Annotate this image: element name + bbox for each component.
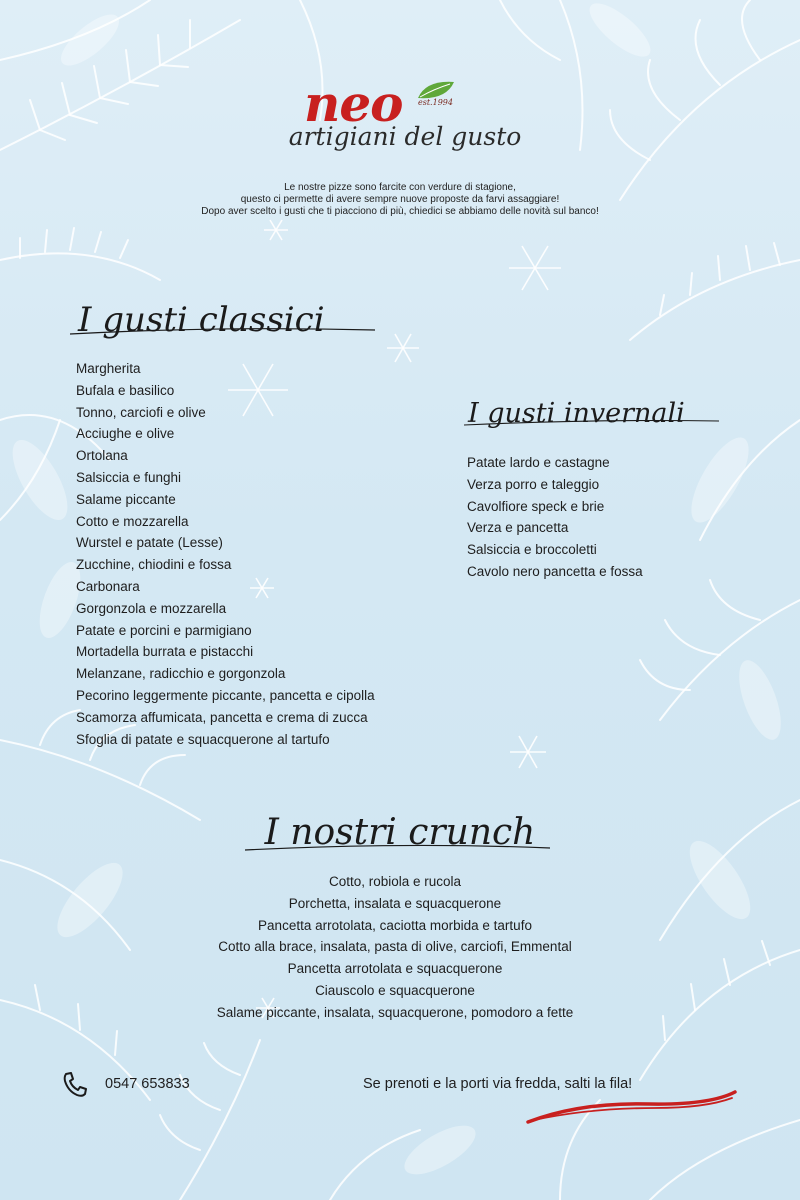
list-item: Margherita — [76, 361, 141, 376]
list-item: Cotto alla brace, insalata, pasta di olive, carciofi, Emmental — [218, 939, 572, 955]
list-item: Salame piccante, insalata, squacquerone, pomodoro a fette — [216, 1004, 574, 1020]
section-title-crunch: I nostri crunch — [264, 812, 536, 853]
logo-name: neo — [304, 74, 403, 133]
logo-tagline: artigiani del gusto — [288, 122, 522, 151]
list-item: Verza e pancetta — [467, 520, 569, 536]
list-item: Wurstel e patate (Lesse) — [76, 535, 223, 551]
list-item: Pancetta arrotolata, caciotta morbida e tartufo — [258, 917, 532, 933]
list-item: Patate lardo e castagne — [467, 455, 610, 470]
list-item: Cotto, robiola e rucola — [328, 874, 462, 889]
menu-list-crunch — [0, 871, 790, 1024]
section-title-classici: I gusti classici — [78, 300, 325, 340]
list-item: Salame piccante — [76, 491, 176, 507]
list-item: Carbonara — [76, 578, 140, 594]
list-item: Pecorino leggermente piccante, pancetta e cipolla — [76, 687, 375, 703]
list-item: Pancetta arrotolata e squacquerone — [287, 961, 503, 977]
list-item: Ortolana — [76, 448, 128, 464]
preorder-note: Se prenoti e la porti via fredda, salti la fila! — [363, 1076, 633, 1092]
intro-line: Dopo aver scelto i gusti che ti piacciono di più, chiedici se abbiamo delle novità sul banco! — [201, 206, 599, 217]
phone-icon — [60, 1070, 90, 1100]
section-title-invernali: I gusti invernali — [468, 398, 685, 429]
list-item: Porchetta, insalata e squacquerone — [288, 895, 502, 911]
list-item: Cotto e mozzarella — [76, 513, 189, 529]
list-item: Salsiccia e broccoletti — [467, 542, 597, 558]
list-item: Bufala e basilico — [76, 382, 175, 398]
menu-list-classici — [76, 358, 375, 750]
intro-line: questo ci permette di avere sempre nuove proposte da farvi assaggiare! — [240, 194, 560, 205]
list-item: Cavolo nero pancetta e fossa — [467, 563, 643, 579]
brand-logo — [280, 74, 530, 160]
intro-text — [100, 182, 700, 218]
list-item: Melanzane, radicchio e gorgonzola — [76, 666, 286, 682]
list-item: Gorgonzola e mozzarella — [76, 600, 227, 616]
list-item: Mortadella burrata e pistacchi — [76, 644, 254, 660]
logo-established: est.1994 — [418, 98, 453, 107]
red-brush-stroke — [520, 1084, 750, 1130]
list-item: Ciauscolo e squacquerone — [315, 982, 475, 998]
list-item: Cavolfiore speck e brie — [467, 498, 605, 514]
title-flourish — [70, 322, 380, 342]
phone-number[interactable]: 0547 653833 — [105, 1076, 190, 1092]
title-flourish — [464, 415, 724, 431]
intro-line: Le nostre pizze sono farcite con verdure di stagione, — [284, 182, 516, 193]
list-item: Tonno, carciofi e olive — [76, 404, 206, 420]
list-item: Patate e porcini e parmigiano — [76, 622, 252, 638]
title-flourish — [245, 840, 555, 858]
list-item: Salsiccia e funghi — [76, 469, 182, 485]
list-item: Sfoglia di patate e squacquerone al tartufo — [76, 731, 330, 747]
menu-list-invernali — [467, 452, 643, 583]
list-item: Zucchine, chiodini e fossa — [76, 557, 232, 573]
list-item: Acciughe e olive — [76, 426, 175, 442]
list-item: Verza porro e taleggio — [467, 476, 600, 492]
list-item: Scamorza affumicata, pancetta e crema di zucca — [76, 709, 368, 725]
